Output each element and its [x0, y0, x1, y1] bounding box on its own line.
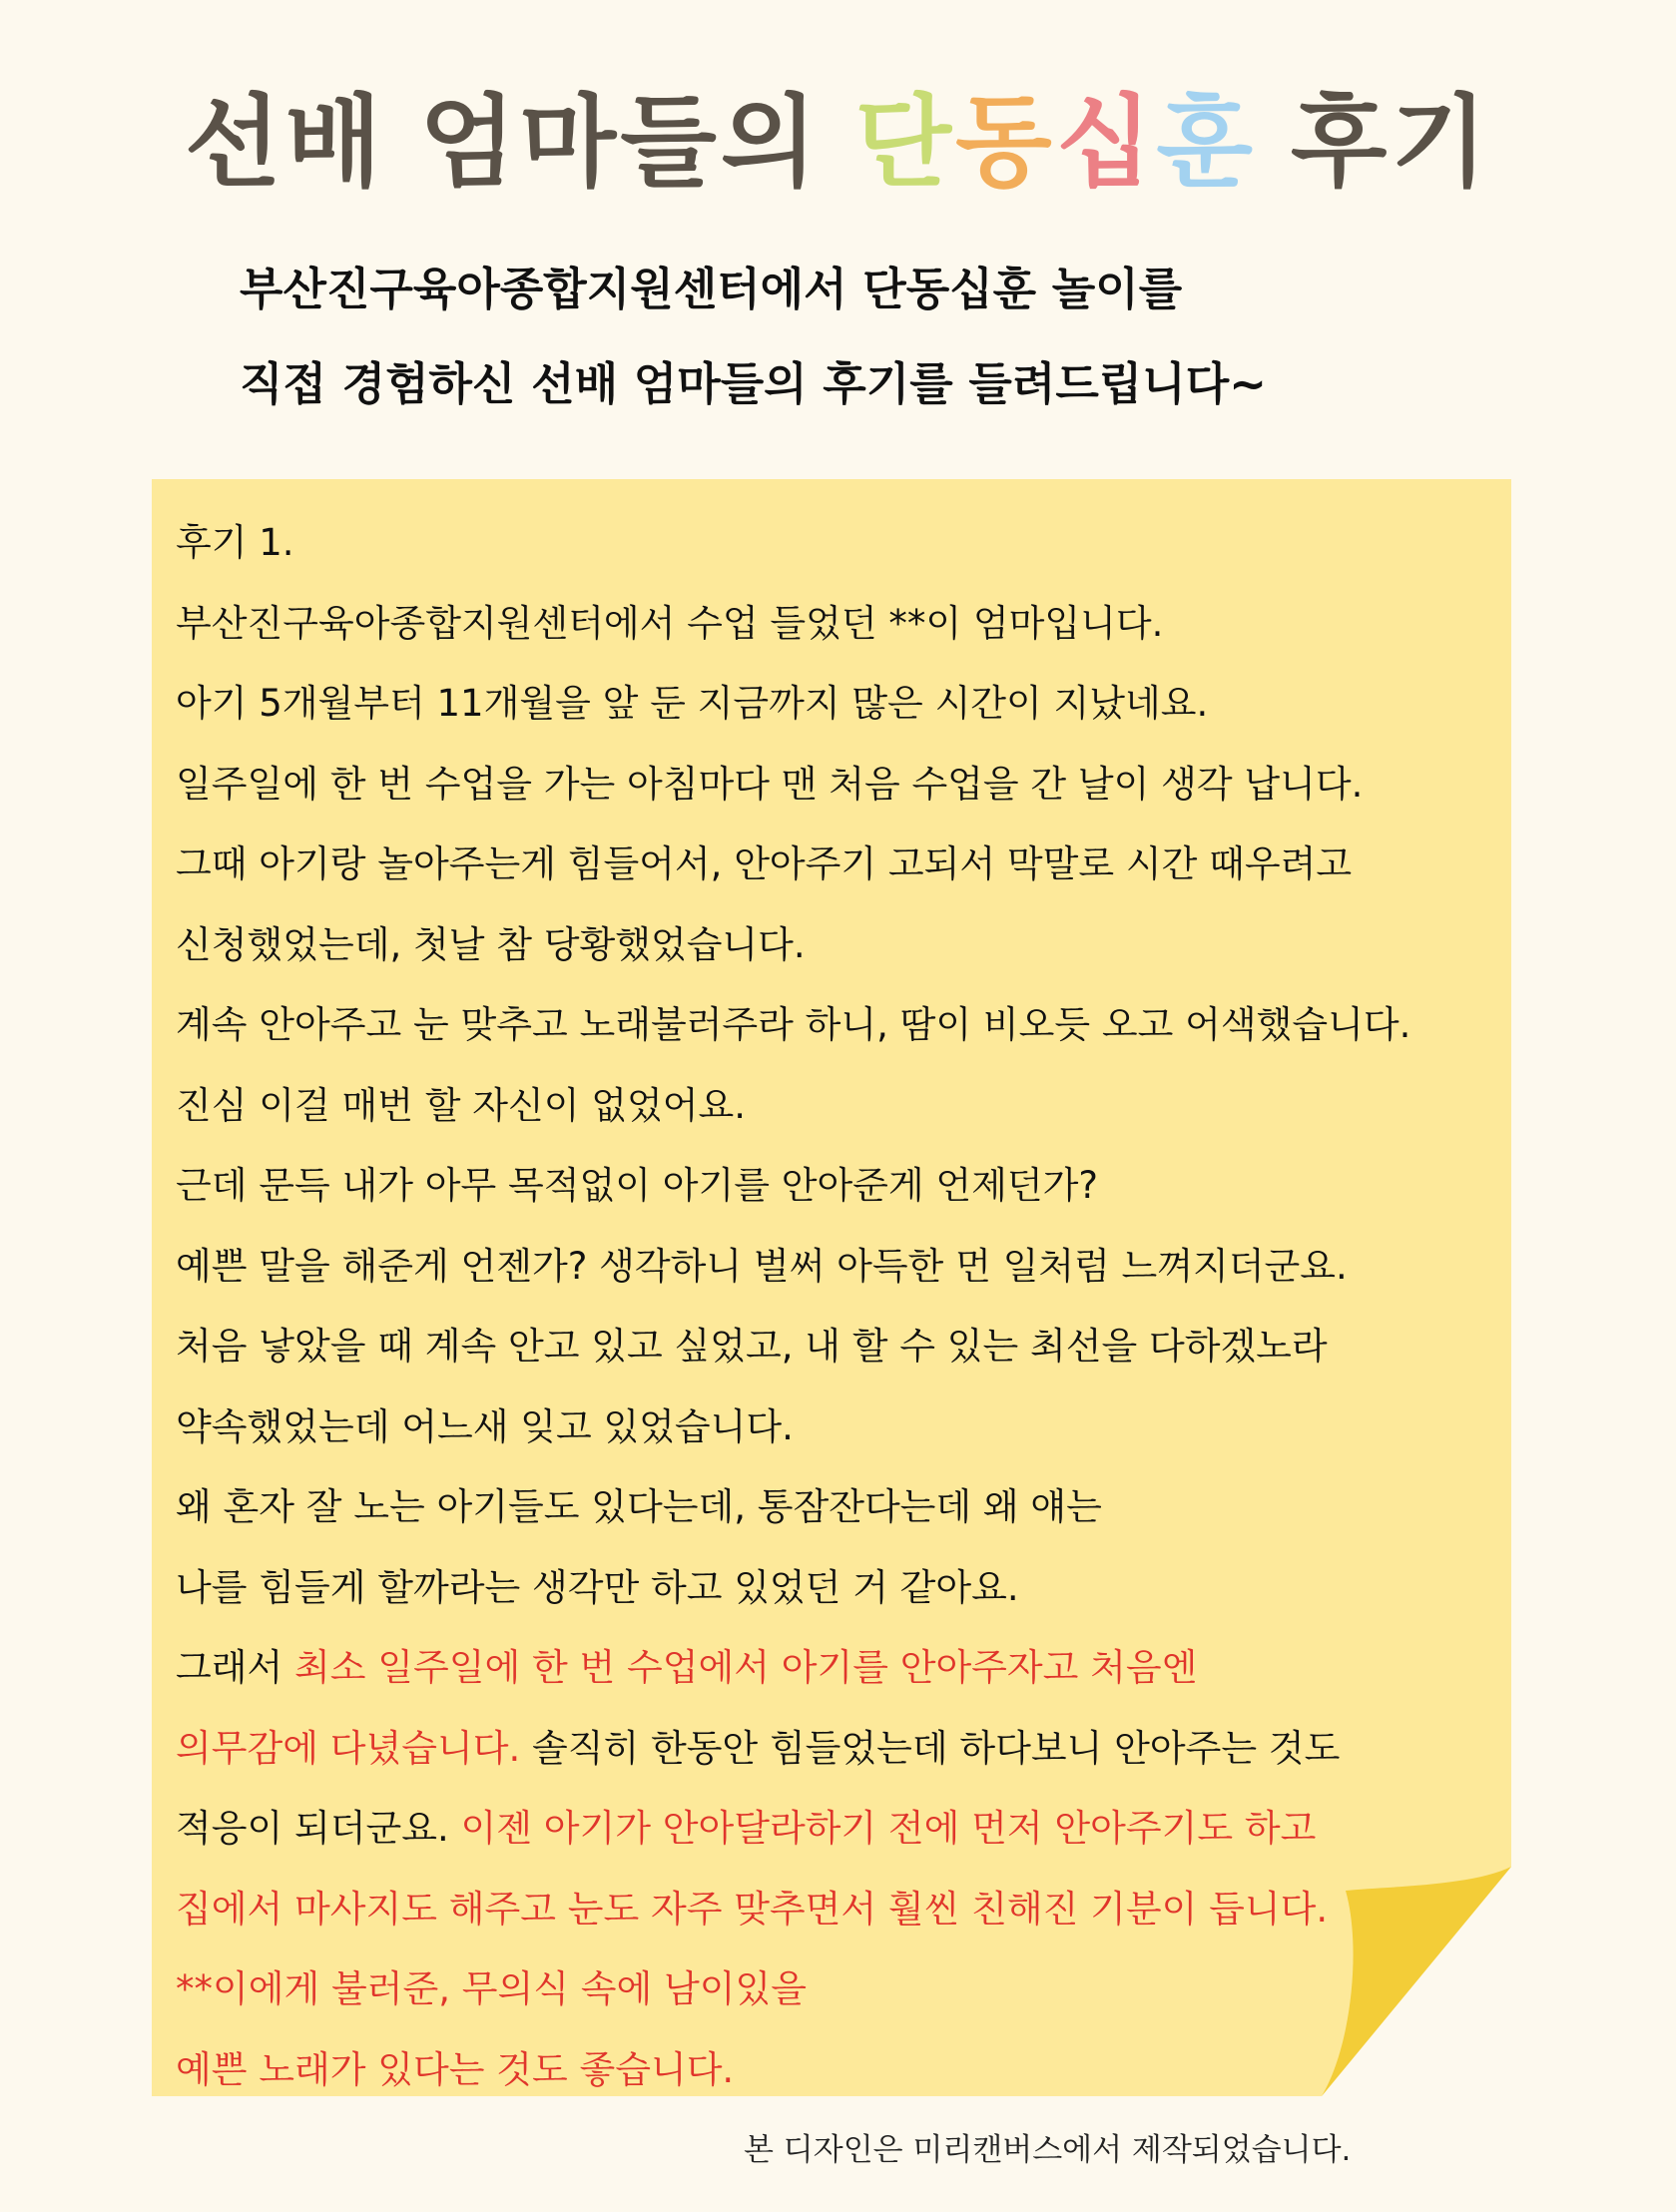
review-text-segment: 왜 혼자 잘 노는 아기들도 있다는데, 통잠잔다는데 왜 얘는	[176, 1485, 1102, 1528]
review-text-segment: 그래서	[176, 1646, 294, 1689]
title-word-3: 후기	[1290, 84, 1492, 201]
highlighted-text: 최소 일주일에 한 번 수업에서 아기를 안아주자고 처음엔	[294, 1646, 1198, 1689]
review-line	[176, 1467, 1503, 1548]
review-line	[176, 503, 1503, 584]
review-line	[176, 1387, 1503, 1468]
title-highlight-char: 단	[854, 84, 956, 201]
page-title	[0, 78, 1676, 208]
subtitle-line-1: 부산진구육아종합지원센터에서 단동십훈 놀이를	[240, 263, 1183, 315]
review-line	[176, 745, 1503, 826]
highlighted-text: 예쁜 노래가 있다는 것도 좋습니다.	[176, 2047, 735, 2091]
title-highlight-char: 십	[1055, 84, 1157, 201]
review-line	[176, 1628, 1503, 1709]
review-line	[176, 1146, 1503, 1227]
title-highlight-char: 동	[955, 84, 1056, 201]
title-word-2: 엄마들의	[419, 84, 822, 201]
review-line	[176, 664, 1503, 745]
review-text-segment: 근데 문득 내가 아무 목적없이 아기를 안아준게 언제던가?	[176, 1164, 1099, 1207]
review-text-segment: 솔직히 한동안 힘들었는데 하다보니 안아주는 것도	[520, 1726, 1341, 1770]
highlighted-text: **이에게 불러준, 무의식 속에 남이있을	[176, 1967, 807, 2010]
review-text-segment: 계속 안아주고 눈 맞추고 노래불러주라 하니, 땀이 비오듯 오고 어색했습니다.	[176, 1003, 1411, 1046]
review-line	[176, 1709, 1503, 1790]
review-text-segment: 적응이 되더군요.	[176, 1807, 461, 1850]
review-line	[176, 825, 1503, 905]
subtitle-line-2: 직접 경험하신 선배 엄마들의 후기를 들려드립니다~	[240, 357, 1267, 410]
review-text-segment: 일주일에 한 번 수업을 가는 아침마다 맨 처음 수업을 간 날이 생각 납니다.	[176, 762, 1364, 806]
highlighted-text: 집에서 마사지도 해주고 눈도 자주 맞추면서 훨씬 친해진 기분이 듭니다.	[176, 1887, 1329, 1931]
highlighted-text: 의무감에 다녔습니다.	[176, 1726, 521, 1770]
review-sticky-note	[152, 479, 1511, 2096]
review-line	[176, 1066, 1503, 1147]
footer-credit: 본 디자인은 미리캔버스에서 제작되었습니다.	[744, 2132, 1352, 2168]
review-text-segment: 나를 힘들게 할까라는 생각만 하고 있었던 거 같아요.	[176, 1565, 1019, 1609]
review-text-segment: 부산진구육아종합지원센터에서 수업 들었던 **이 엄마입니다.	[176, 601, 1164, 645]
review-text-segment: 후기 1.	[176, 521, 294, 564]
review-line	[176, 1227, 1503, 1308]
review-line	[176, 2030, 1503, 2111]
highlighted-text: 이젠 아기가 안아달라하기 전에 먼저 안아주기도 하고	[460, 1807, 1317, 1850]
review-line	[176, 905, 1503, 986]
review-line	[176, 1870, 1503, 1950]
title-highlight-char: 훈	[1156, 84, 1257, 201]
review-text-segment: 신청했었는데, 첫날 참 당황했었습니다.	[176, 922, 806, 966]
review-line	[176, 1789, 1503, 1870]
review-text-segment: 예쁜 말을 해준게 언젠가? 생각하니 벌써 아득한 먼 일처럼 느껴지더군요.	[176, 1244, 1348, 1288]
review-line	[176, 1949, 1503, 2030]
review-text-segment: 약속했었는데 어느새 잊고 있었습니다.	[176, 1404, 794, 1448]
review-text-segment: 그때 아기랑 놀아주는게 힘들어서, 안아주기 고되서 막말로 시간 때우려고	[176, 842, 1353, 885]
review-text	[176, 503, 1503, 2110]
review-line	[176, 985, 1503, 1066]
review-line	[176, 584, 1503, 665]
title-word-1: 선배	[184, 84, 386, 201]
review-text-segment: 아기 5개월부터 11개월을 앞 둔 지금까지 많은 시간이 지났네요.	[176, 682, 1209, 725]
review-text-segment: 진심 이걸 매번 할 자신이 없었어요.	[176, 1083, 746, 1127]
review-line	[176, 1307, 1503, 1387]
review-line	[176, 1548, 1503, 1629]
review-text-segment: 처음 낳았을 때 계속 안고 있고 싶었고, 내 할 수 있는 최선을 다하겠노라	[176, 1325, 1328, 1368]
